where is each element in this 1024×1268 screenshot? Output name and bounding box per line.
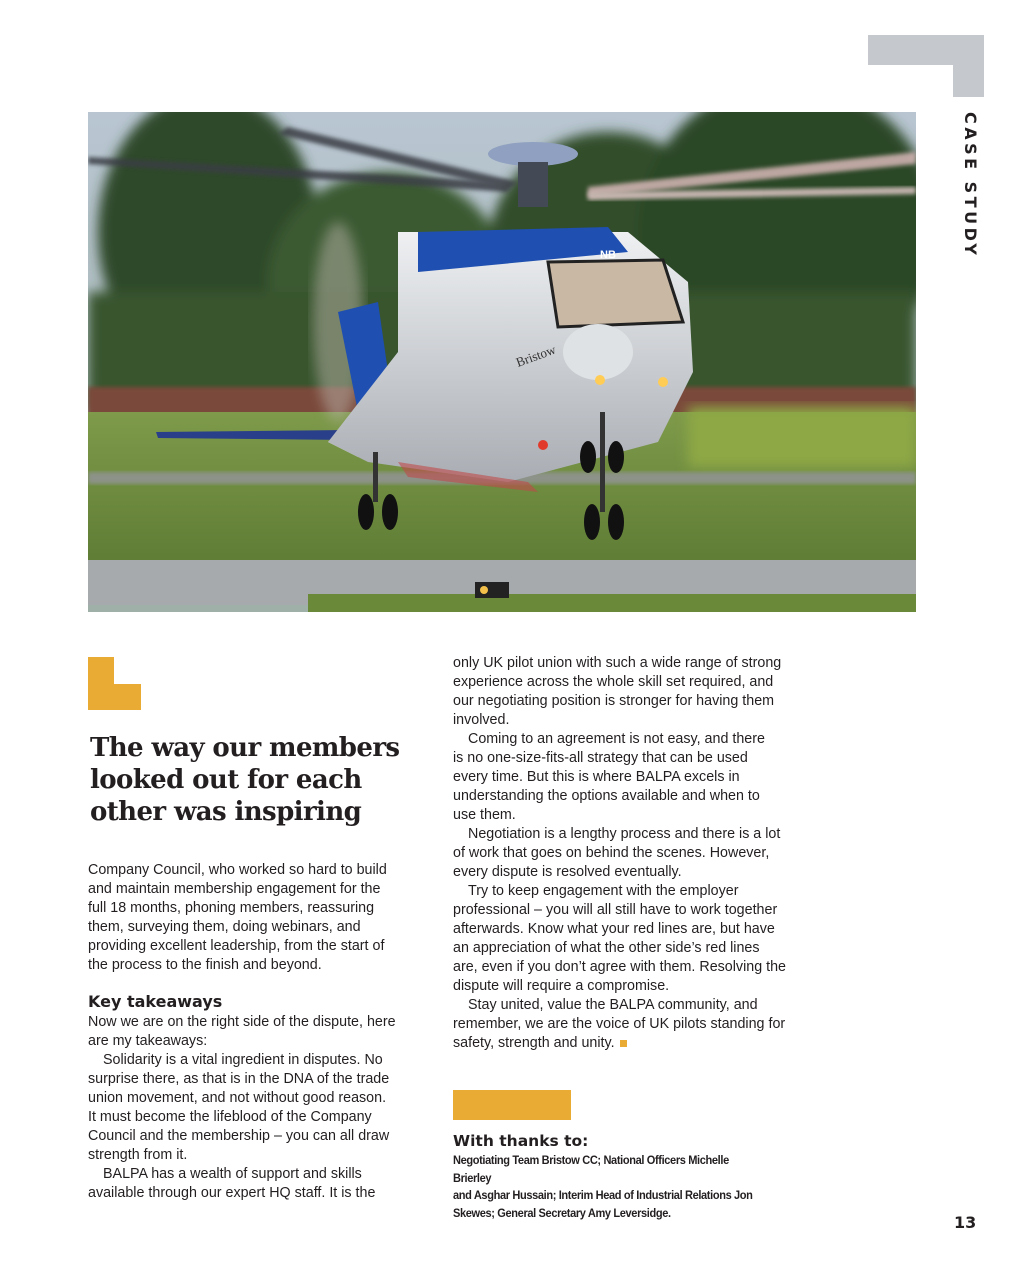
left-column xyxy=(88,861,418,1203)
paragraph xyxy=(453,882,803,996)
end-of-article-mark xyxy=(620,1040,627,1047)
text-line: It must become the lifeblood of the Company xyxy=(88,1109,372,1125)
text-line: strength from it. xyxy=(88,1147,188,1163)
paragraph xyxy=(88,861,418,975)
svg-text:NB: NB xyxy=(600,249,616,261)
helicopter-photo xyxy=(88,112,916,612)
corner-bracket-side xyxy=(953,35,984,97)
text-line: are my takeaways: xyxy=(88,1033,208,1049)
paragraph xyxy=(88,1165,418,1203)
text-line: Negotiation is a lengthy process and there is a lot xyxy=(468,826,781,842)
paragraph xyxy=(88,1013,418,1051)
text-line: Now we are on the right side of the dispute, here xyxy=(88,1014,396,1030)
text-line: and maintain membership engagement for the xyxy=(88,881,381,897)
svg-text:Bristow: Bristow xyxy=(513,341,558,370)
paragraph xyxy=(453,654,803,730)
paragraph xyxy=(453,730,803,825)
right-column xyxy=(453,654,803,1053)
accent-bracket-horizontal xyxy=(88,684,141,710)
credits-line: Negotiating Team Bristow CC; National Officers Michelle Brierley xyxy=(453,1153,729,1185)
text-line: the process to the finish and beyond. xyxy=(88,957,322,973)
accent-bar xyxy=(453,1090,571,1120)
credits xyxy=(453,1152,766,1222)
text-line: every dispute is resolved eventually. xyxy=(453,864,682,880)
text-line: afterwards. Know what your red lines are, but have xyxy=(453,921,775,937)
text-line: use them. xyxy=(453,807,516,823)
thanks-title: With thanks to: xyxy=(453,1132,589,1150)
page-number: 13 xyxy=(954,1213,977,1232)
headline-line: The way our members xyxy=(90,733,400,763)
text-line: is no one-size-fits-all strategy that can be used xyxy=(453,750,748,766)
text-line: Stay united, value the BALPA community, and xyxy=(468,997,758,1013)
text-line: Council and the membership – you can all draw xyxy=(88,1128,390,1144)
text-line: our negotiating position is stronger for having them xyxy=(453,693,775,709)
text-line: them, surveying them, doing webinars, and xyxy=(88,919,361,935)
paragraph xyxy=(453,825,803,882)
text-line: available through our expert HQ staff. It is the xyxy=(88,1185,376,1201)
text-line: safety, strength and unity. xyxy=(453,1034,803,1053)
paragraph xyxy=(453,996,803,1053)
text-line: union movement, and not without good reason. xyxy=(88,1090,387,1106)
text-line: surprise there, as that is in the DNA of the trade xyxy=(88,1071,390,1087)
key-takeaways-heading: Key takeaways xyxy=(88,992,223,1011)
text-line: an appreciation of what the other side’s red lines xyxy=(453,940,760,956)
text-line: professional – you will all still have to work together xyxy=(453,902,778,918)
text-line: understanding the options available and when to xyxy=(453,788,760,804)
headline-line: other was inspiring xyxy=(90,797,362,827)
text-line: only UK pilot union with such a wide range of strong xyxy=(453,655,782,671)
credits-line: and Asghar Hussain; Interim Head of Industrial Relations Jon xyxy=(453,1188,753,1202)
paragraph xyxy=(88,1051,418,1165)
text-line: full 18 months, phoning members, reassuring xyxy=(88,900,375,916)
text-line: Coming to an agreement is not easy, and there xyxy=(468,731,765,747)
text-line: dispute will require a compromise. xyxy=(453,978,670,994)
text-line: every time. But this is where BALPA excels in xyxy=(453,769,740,785)
headline-line: looked out for each xyxy=(90,765,362,795)
text-line: remember, we are the voice of UK pilots standing for xyxy=(453,1016,786,1032)
pull-quote-headline xyxy=(90,732,420,828)
text-line: experience across the whole skill set required, and xyxy=(453,674,774,690)
credits-line: Skewes; General Secretary Amy Leversidge. xyxy=(453,1205,671,1220)
text-line: of work that goes on behind the scenes. However, xyxy=(453,845,770,861)
text-line: Try to keep engagement with the employer xyxy=(468,883,739,899)
text-line: BALPA has a wealth of support and skills xyxy=(103,1166,362,1182)
text-line: providing excellent leadership, from the start of xyxy=(88,938,385,954)
text-line: are, even if you don’t agree with them. Resolving the xyxy=(453,959,786,975)
text-line: Company Council, who worked so hard to build xyxy=(88,862,387,878)
text-line: Solidarity is a vital ingredient in disputes. No xyxy=(103,1052,383,1068)
section-label: CASE STUDY xyxy=(961,112,980,259)
text-line: involved. xyxy=(453,712,510,728)
